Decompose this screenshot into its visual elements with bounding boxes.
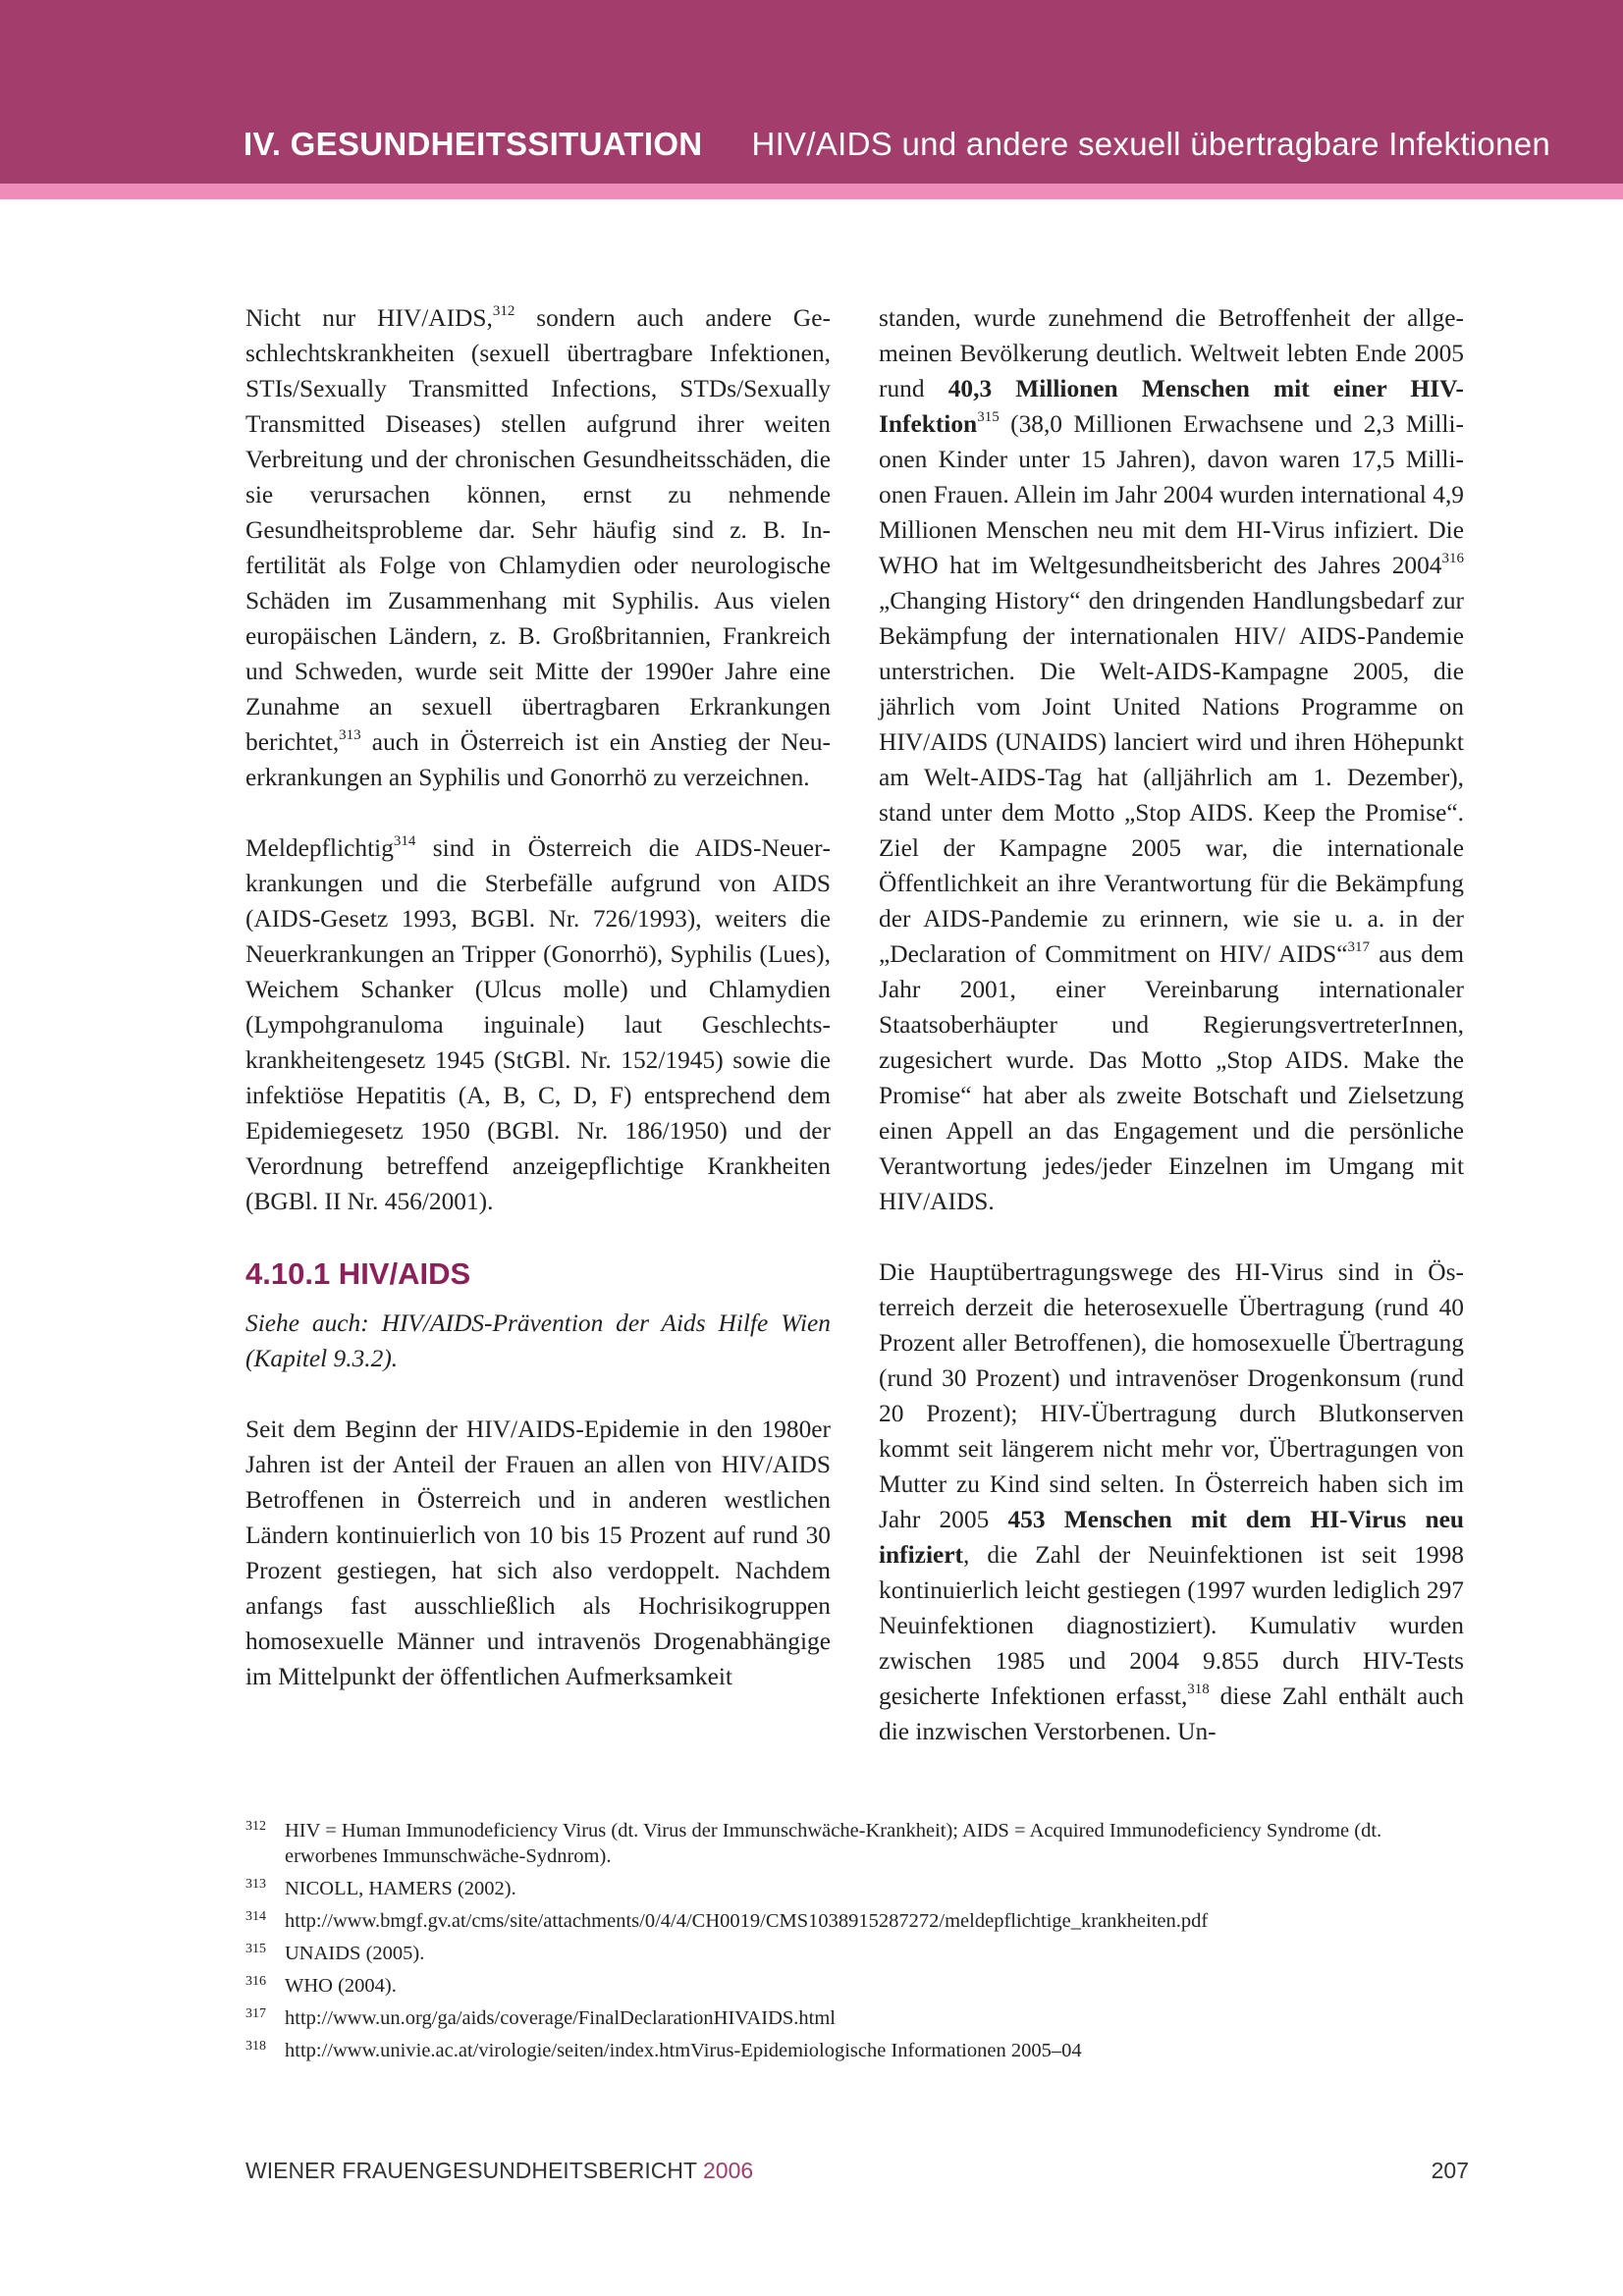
footnote-ref-315: 315 (977, 408, 1000, 425)
right-column (879, 300, 1464, 1785)
footnote: 315 UNAIDS (2005). (245, 1942, 425, 1964)
footnote-ref-312: 312 (492, 302, 515, 319)
highlight-global-infections: 40,3 Millionen Menschen mit einer HIV-Infektion (879, 375, 1465, 438)
page-number: 207 (1431, 2158, 1469, 2183)
paragraph-epidemic-history: Seit dem Beginn der HIV/AIDS-Epidemie in den 1980er Jahren ist der Anteil der Frauen an allen von HIV/AIDS Betroffenen in Österreich und in anderen westlichen Ländern kontinuierlich von 10 bis 15 Prozent auf rund 30 Prozent gestiegen, hat sich also verdoppelt. Nachdem anfangs fast ausschließlich als Hochrisikogruppen homosexuelle Männer und intravenös Drogenabhängige im Mittelpunkt der öffentlichen Aufmerksamkeit (245, 1415, 831, 1690)
report-year: 2006 (703, 2158, 754, 2183)
paragraph-transmission-routes: Die Hauptübertragungswege des HI-Virus sind in Österreich derzeit die heterosexuelle Übertragung (rund 40 Prozent aller Betroffenen), die homosexuelle Übertragung (rund 30 Prozent) und intravenöser Drogenkonsum (rund 20 Prozent); HIV-Übertragung durch Blutkonserven kommt seit längerem nicht mehr vor, Übertragungen von Mutter zu Kind sind selten. In Österreich haben sich im Jahr 2005 453 Menschen mit dem HI-Virus neu infiziert, die Zahl der Neuinfektionen ist seit 1998 kontinuierlich leicht gestiegen (1997 wurden lediglich 297 Neuinfektionen diagnostiziert). Kumulativ wurden zwischen 1985 und 2004 9.855 durch HIV-Tests gesicherte Infektionen erfasst,$^{318}$ diese Zahl enthält auch die inzwischen Verstorbenen. Un- (879, 1258, 1464, 1745)
footnote: 314 http://www.bmgf.gv.at/cms/site/attachments/0/4/4/CH0019/CMS1038915287272/meldepflichtige_krankheiten.pdf (245, 1909, 1209, 1932)
footnote: 316 WHO (2004). (245, 1974, 397, 1997)
paragraph-reporting-duty: Meldepflichtig$^{314}$ sind in Österreich die AIDS-Neuerkrankungen und die Sterbefälle aufgrund von AIDS (AIDS-Gesetz 1993, BGBl. Nr. 726/1993), weiters die Neuerkrankungen an Tripper (Gonorrhö), Syphilis (Lues), Weichem Schanker (Ulcus molle) und Chlamydien (Lympohgranuloma inguinale) laut Geschlechtskrankheitengesetz 1945 (StGBl. Nr. 152/1945) sowie die infektiöse Hepatitis (A, B, C, D, F) entsprechend dem Epidemiegesetz 1950 (BGBl. Nr. 186/1950) und der Verordnung betreffend anzeigepflichtige Krankheiten (BGBl. II Nr. 456/2001). (245, 832, 831, 1215)
footnotes (245, 1818, 1469, 2070)
header-stripe (0, 184, 1623, 199)
footnote: 318 http://www.univie.ac.at/virologie/seiten/index.htmVirus-Epidemiologische Informationen 2005–04 (245, 2039, 1082, 2061)
paragraph-sti-intro: Nicht nur HIV/AIDS,$^{312}$ sondern auch andere Geschlechtskrankheiten (sexuell übertragbare Infektionen, STIs/Sexually Transmitted Infections, STDs/Sexually Transmitted Diseases) stellen aufgrund ihrer weiten Verbreitung und der chronischen Gesundheitsschäden, die sie verursachen können, ernst zu nehmende Gesundheitsprobleme dar. Sehr häufig sind z. B. Infertilität als Folge von Chlamydien oder neurologische Schäden im Zusammenhang mit Syphilis. Aus vielen europäischen Ländern, z. B. Großbritannien, Frankreich und Schweden, wurde seit Mitte der 1990er Jahre eine Zunahme an sexuell übertragbaren Erkrankungen berichtet,$^{313}$ auch in Österreich ist ein Anstieg der Neuerkrankungen an Syphilis und Gonorrhö zu verzeichnen. (245, 302, 831, 791)
running-header (243, 126, 1550, 163)
footnote-ref-317: 317 (1347, 938, 1371, 955)
footnote-ref-313: 313 (339, 726, 361, 743)
see-also-note: Siehe auch: HIV/AIDS-Prävention der Aids Hilfe Wien (Kapitel 9.3.2). (245, 1309, 831, 1372)
highlight-new-infections: 453 Menschen mit dem HI-Virus neu infiziert (879, 1506, 1464, 1569)
header-topic-title: HIV/AIDS und andere sexuell übertragbare Infektionen (751, 126, 1551, 162)
footnote: 312 HIV = Human Immunodeficiency Virus (dt. Virus der Immunschwäche-Krankheit); AIDS = Acquired Immunodeficiency Syndrome (dt. erworbenes Immunschwäche-Sydnrom). (245, 1819, 1382, 1867)
footnote: 317 http://www.un.org/ga/aids/coverage/FinalDeclarationHIVAIDS.html (245, 2006, 836, 2029)
footnote-ref-316: 316 (1441, 550, 1464, 566)
paragraph-global-figures: standen, wurde zunehmend die Betroffenheit der allgemeinen Bevölkerung deutlich. Weltweit lebten Ende 2005 rund 40,3 Millionen Menschen mit einer HIV-Infektion$^{315}$ (38,0 Millionen Erwachsene und 2,3 Millionen Kinder unter 15 Jahren), davon waren 17,5 Millionen Frauen. Allein im Jahr 2004 wurden international 4,9 Millionen Menschen neu mit dem HI-Virus infiziert. Die WHO hat im Weltgesundheitsbericht des Jahres 2004$^{316}$ „Changing History“ den dringenden Handlungsbedarf zur Bekämpfung der internationalen HIV/ AIDS-Pandemie unterstrichen. Die Welt-AIDS-Kampagne 2005, die jährlich vom Joint United Nations Programme on HIV/AIDS (UNAIDS) lanciert wird und ihren Höhepunkt am Welt-AIDS-Tag hat (alljährlich am 1. Dezember), stand unter dem Motto „Stop AIDS. Keep the Promise“. Ziel der Kampagne 2005 war, die internationale Öffentlichkeit an ihre Verantwortung für die Bekämpfung der AIDS-Pandemie zu erinnern, wie sie u. a. in der „Declaration of Commitment on HIV/ AIDS“$^{317}$ aus dem Jahr 2001, einer Vereinbarung internationaler Staatsoberhäupter und RegierungsvertreterInnen, zugesichert wurde. Das Motto „Stop AIDS. Make the Promise“ hat aber als zweite Botschaft und Zielsetzung einen Appell an das Engagement und die persönliche Verantwortung jedes/jeder Einzelnen im Umgang mit HIV/AIDS. (879, 304, 1465, 1215)
footnote-ref-318: 318 (1187, 1681, 1210, 1697)
footnote-ref-314: 314 (393, 832, 416, 849)
left-column (245, 300, 831, 1730)
header-section-title: IV. GESUNDHEITSSITUATION (243, 126, 703, 162)
footnote: 313 NICOLL, HAMERS (2002). (245, 1877, 516, 1899)
report-title: WIENER FRAUENGESUNDHEITSBERICHT 2006 (245, 2158, 754, 2183)
section-heading-hiv-aids: 4.10.1 HIV/AIDS (245, 1256, 471, 1291)
